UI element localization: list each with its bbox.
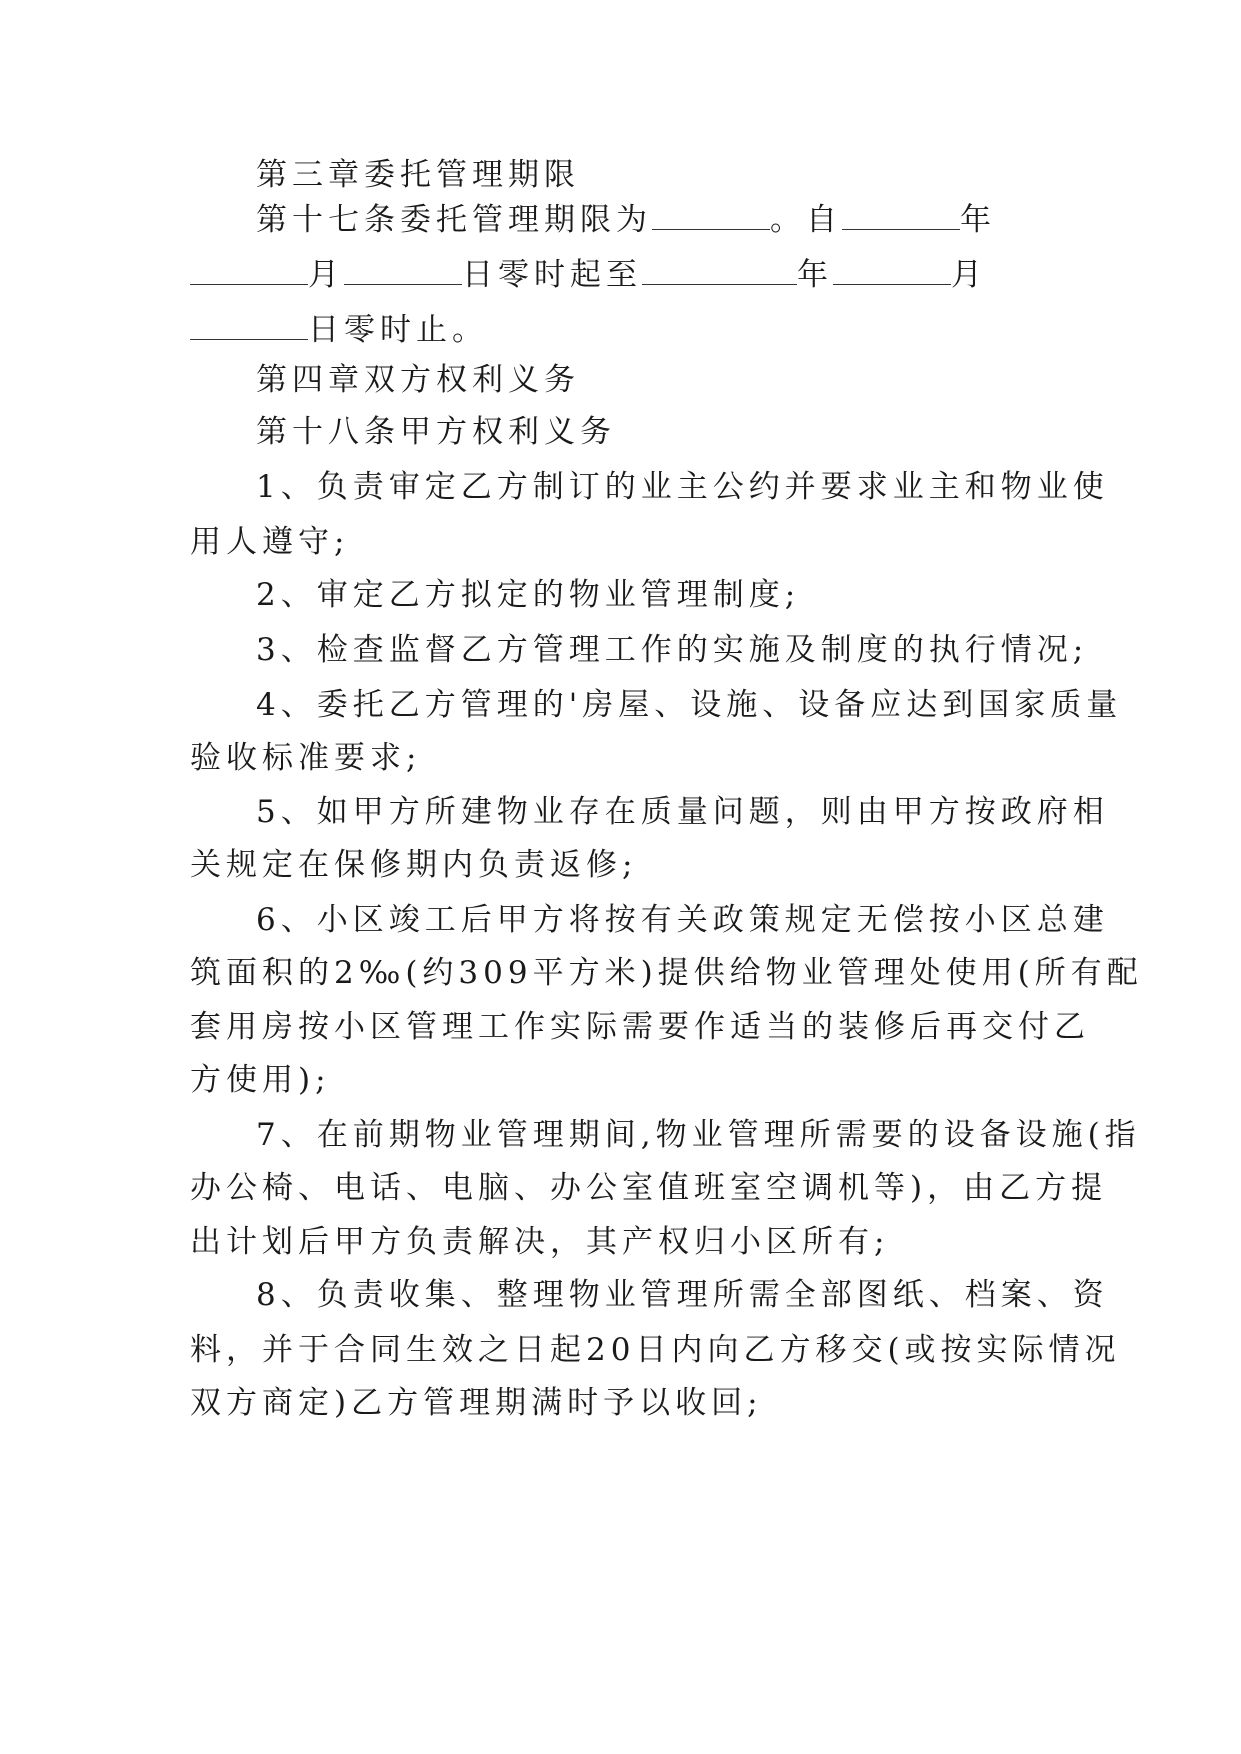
start-day-blank <box>344 256 462 285</box>
article17-line1 <box>256 200 996 240</box>
paragraph-line: 7、在前期物业管理期间,物业管理所需要的设备设施(指 <box>256 1117 1141 1153</box>
end-day-blank <box>190 311 308 340</box>
paragraph-line: 用人遵守; <box>190 524 350 560</box>
paragraph-line: 双方商定)乙方管理期满时予以收回; <box>190 1385 763 1421</box>
article17-text-a: 第十七条委托管理期限为 <box>256 202 652 238</box>
paragraph-line: 筑面积的2‰(约309平方米)提供给物业管理处使用(所有配 <box>190 955 1143 991</box>
article17-text-e: 日零时起至 <box>462 257 642 293</box>
start-year-blank <box>842 201 960 230</box>
paragraph-line: 4、委托乙方管理的'房屋、设施、设备应达到国家质量 <box>256 687 1123 723</box>
paragraph-line: 5、如甲方所建物业存在质量问题，则由甲方按政府相 <box>256 794 1109 830</box>
article17-text-d: 月 <box>308 257 344 293</box>
article18-heading: 第十八条甲方权利义务 <box>256 414 616 450</box>
article17-text-g: 月 <box>951 257 987 293</box>
paragraph-line: 3、检查监督乙方管理工作的实施及制度的执行情况; <box>256 632 1089 668</box>
paragraph-line: 出计划后甲方负责解决，其产权归小区所有; <box>190 1224 890 1260</box>
article17-text-h: 日零时止。 <box>308 312 488 348</box>
paragraph-line: 1、负责审定乙方制订的业主公约并要求业主和物业使 <box>256 469 1109 505</box>
article17-line3 <box>190 310 488 350</box>
paragraph-line: 关规定在保修期内负责返修; <box>190 847 638 883</box>
article17-line2 <box>190 255 987 295</box>
paragraph-line: 办公椅、电话、电脑、办公室值班室空调机等)，由乙方提 <box>190 1170 1108 1206</box>
paragraph-line: 方使用); <box>190 1062 331 1098</box>
end-month-blank <box>833 256 951 285</box>
start-month-blank <box>190 256 308 285</box>
end-year-blank <box>642 256 797 285</box>
paragraph-line: 8、负责收集、整理物业管理所需全部图纸、档案、资 <box>256 1277 1109 1313</box>
paragraph-line: 2、审定乙方拟定的物业管理制度; <box>256 577 801 613</box>
paragraph-line: 验收标准要求; <box>190 740 422 776</box>
paragraph-line: 套用房按小区管理工作实际需要作适当的装修后再交付乙 <box>190 1009 1090 1045</box>
article17-text-b: 。自 <box>770 202 842 238</box>
term-blank <box>652 201 770 230</box>
paragraph-line: 料，并于合同生效之日起20日内向乙方移交(或按实际情况 <box>190 1332 1121 1368</box>
chapter4-heading: 第四章双方权利义务 <box>256 362 580 398</box>
article17-text-c: 年 <box>960 202 996 238</box>
chapter3-heading: 第三章委托管理期限 <box>256 157 580 193</box>
article17-text-f: 年 <box>797 257 833 293</box>
paragraph-line: 6、小区竣工后甲方将按有关政策规定无偿按小区总建 <box>256 902 1109 938</box>
